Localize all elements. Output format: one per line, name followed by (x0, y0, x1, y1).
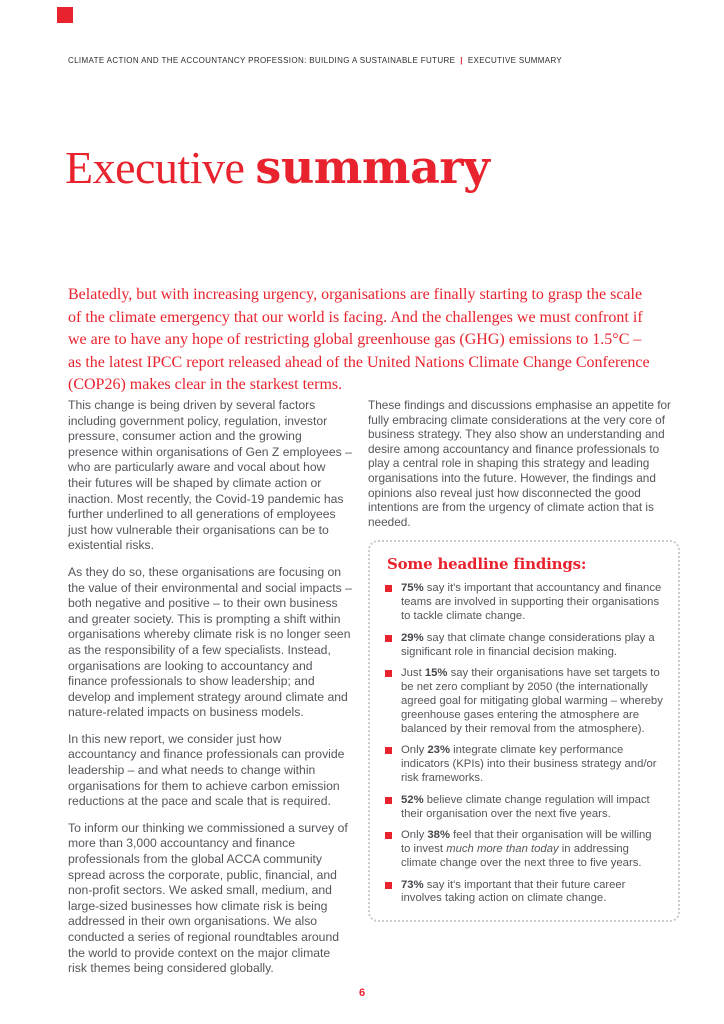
body-paragraph: In this new report, we consider just how accountancy and finance professionals can provide leadership – and what needs to change within organisations for them to achieve carbon emission reductions at the pace and scale that is required. (68, 731, 345, 809)
page-number: 6 (358, 987, 366, 999)
page-title (65, 142, 665, 194)
finding-item (385, 582, 663, 623)
intro-paragraph: Belatedly, but with increasing urgency, organisations are finally starting to grasp the scale of the climate emergency that our world is facing. And the challenges we must confront if we are to have any hope of restricting global greenhouse gas (GHG) emissions to 1.5°C – as the latest IPCC report released ahead of the United Nations Climate Change Conference (COP26) makes clear in the starkest terms. (68, 286, 650, 393)
finding-text: 75% say it's important that accountancy and finance teams are involved in supporting their organisations to tackle climate change. (401, 582, 662, 622)
left-column (68, 398, 352, 988)
page-title-bold: summary (255, 140, 490, 194)
finding-text: 29% say that climate change considerations play a significant role in financial decision making. (401, 631, 655, 658)
finding-text: Only 23% integrate climate key performance indicators (KPIs) into their business strategy and/or risk frameworks. (401, 744, 657, 784)
finding-item (385, 632, 663, 660)
running-header (68, 56, 668, 65)
finding-text: 52% believe climate change regulation will impact their organisation over the next five years. (401, 793, 650, 820)
finding-item (385, 879, 663, 907)
bullet-square-icon (385, 747, 392, 754)
headline-findings-box (368, 540, 680, 922)
finding-item (385, 829, 663, 870)
running-header-title: CLIMATE ACTION AND THE ACCOUNTANCY PROFESSION: BUILDING A SUSTAINABLE FUTURE (68, 56, 456, 65)
bullet-square-icon (385, 585, 392, 592)
bullet-square-icon (385, 797, 392, 804)
finding-item (385, 794, 663, 822)
body-paragraph: These findings and discussions emphasise an appetite for fully embracing climate considerations at the very core of business strategy. They also show an understanding and desire among accountancy and finance professionals to play a central role in shaping this strategy and leading organisations into the future. However, the findings and opinions also reveal just how disconnected the good intentions are from the urgency of climate action that is needed. (368, 398, 671, 529)
findings-list (385, 582, 663, 906)
finding-text: 73% say it's important that their future career involves taking action on climate change. (401, 878, 626, 905)
brand-red-square (57, 7, 73, 23)
running-header-section: EXECUTIVE SUMMARY (467, 56, 563, 65)
finding-text: Just 15% say their organisations have set targets to be net zero compliant by 2050 (the internationally agreed goal for mitigating global warming – whereby greenhouse gases entering the atmosphere are balanced by their removal from the atmosphere). (401, 667, 663, 735)
page-title-regular: Executive (65, 142, 256, 193)
bullet-square-icon (385, 635, 392, 642)
bullet-square-icon (385, 670, 392, 677)
findings-heading: Some headline findings: (387, 555, 587, 574)
finding-item (385, 667, 663, 736)
right-column (368, 398, 680, 922)
header-divider-bar: | (460, 56, 463, 65)
finding-text: Only 38% feel that their organisation will be willing to invest much more than today in addressing climate change over the next three to five years. (401, 829, 652, 869)
body-paragraph: To inform our thinking we commissioned a survey of more than 3,000 accountancy and finance professionals from the global ACCA community spread across the corporate, public, financial, and non-profit sectors. We asked small, medium, and large-sized businesses how climate risk is being addressed in their own organisations. We also conducted a series of regional roundtables around the world to provide context on the major climate risk themes being considered globally. (68, 820, 348, 976)
bullet-square-icon (385, 832, 392, 839)
body-paragraph: This change is being driven by several factors including government policy, regulation, investor pressure, consumer action and the growing presence within organisations of Gen Z employees – who are particularly aware and vocal about how their futures will be shaped by climate action or inaction. Most recently, the Covid-19 pandemic has further underlined to all generations of employees just how vulnerable their organisations can be to existential risks. (68, 398, 352, 553)
finding-item (385, 744, 663, 785)
body-paragraph: As they do so, these organisations are focusing on the value of their environmental and social impacts – both negative and positive – to their own business and greater society. This is prompting a shift within organisations whereby climate risk is no longer seen as the responsibility of a few specialists. Instead, organisations are looking to accountancy and finance professionals to show leadership; and develop and implement strategy around climate and nature-related impacts on business models. (68, 564, 352, 720)
bullet-square-icon (385, 882, 392, 889)
